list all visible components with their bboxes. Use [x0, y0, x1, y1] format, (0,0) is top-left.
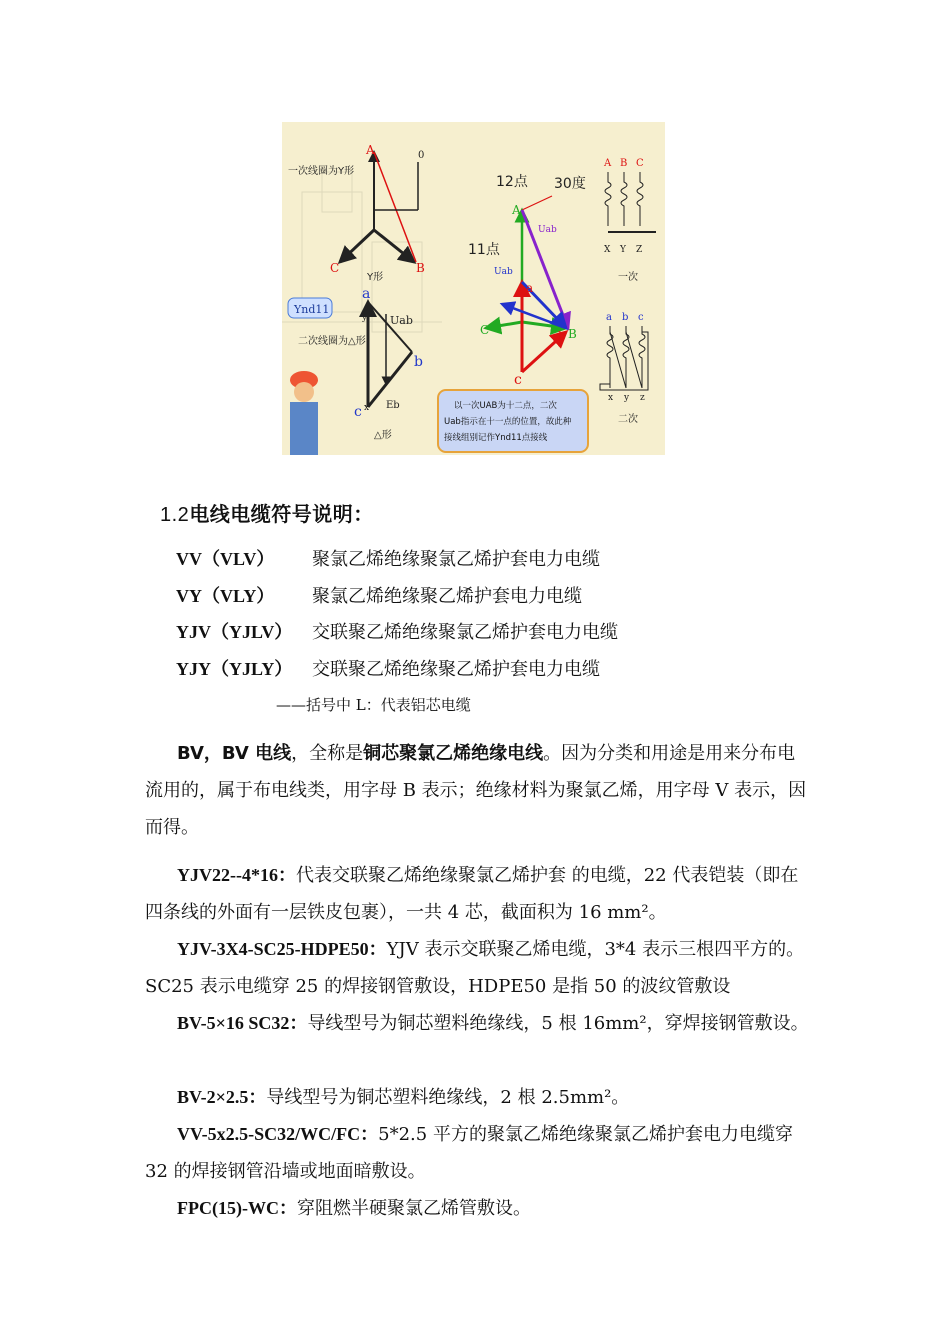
primary-windings	[605, 172, 656, 232]
winding-b: b	[622, 312, 629, 323]
paragraph-yjv22	[145, 857, 810, 931]
winding-a: a	[606, 312, 612, 323]
cable-item	[176, 582, 618, 619]
winding-A: A	[604, 158, 612, 169]
secondary-windings	[600, 326, 648, 390]
winding-Z: Z	[636, 245, 643, 255]
winding-c: c	[638, 312, 644, 323]
yjv3x4-rest: YJV 表示交联聚乙烯电缆，3*4 表示三根四平方的。SC25 表示电缆穿 25 的焊接钢管敷设，HDPE50 是指 50 的波纹管敷设	[145, 939, 805, 997]
primary-coil-label: 一次线圈为Y形	[288, 166, 355, 177]
ynd11-badge-text: Ynd11	[294, 303, 330, 316]
cable-desc: 聚氯乙烯绝缘聚氯乙烯护套电力电缆	[312, 549, 600, 570]
aluminum-note: ——括号中 L：代表铝芯电缆	[276, 696, 471, 714]
paragraph-bv2	[145, 1079, 810, 1116]
section-title: 电线电缆符号说明：	[189, 502, 374, 526]
worker-illustration	[290, 371, 318, 455]
label-A: A	[366, 143, 375, 157]
label-c-red: c	[514, 372, 522, 388]
cable-desc: 交联聚乙烯绝缘聚氯乙烯护套电力电缆	[312, 622, 618, 643]
thirty-deg-ray	[522, 196, 552, 210]
label-A-green: A	[512, 203, 521, 217]
eb-label: Eb	[386, 400, 400, 411]
uab-purple-label: Uab	[538, 225, 557, 235]
fpc-rest: 穿阻燃半硬聚氯乙烯管敷设。	[296, 1198, 531, 1219]
label-C-green: C	[480, 323, 490, 337]
label-a: a	[362, 286, 371, 302]
cable-item	[176, 618, 618, 655]
thirty-degree-label: 30度	[554, 176, 586, 192]
label-b: b	[414, 354, 423, 370]
bv2-rest: 导线型号为铜芯塑料绝缘线，2 根 2.5mm²。	[266, 1087, 630, 1108]
delta-bc-vector	[368, 352, 412, 407]
secondary-coil-label: 二次线圈为△形	[298, 336, 366, 347]
y-shape-label: Y形	[367, 272, 384, 283]
cable-code: YJV（YJLV）	[176, 622, 293, 642]
winding-X: X	[604, 245, 611, 255]
label-c: c	[354, 404, 362, 420]
bv-mid: ，全称是	[291, 743, 364, 764]
secondary-caption: 二次	[618, 414, 638, 425]
yjv22-lead: YJV22--4*16：	[177, 865, 296, 885]
x-label: x	[364, 403, 370, 413]
label-b-red: b	[558, 329, 566, 343]
bv5-lead: BV-5×16 SC32：	[177, 1013, 308, 1033]
vector-diagram-figure	[282, 122, 665, 455]
note-line-2: Uab指示在十一点的位置，故此种	[444, 417, 572, 427]
vv5-lead: VV-5x2.5-SC32/WC/FC：	[177, 1124, 379, 1144]
cable-desc: 聚氯乙烯绝缘聚乙烯护套电力电缆	[312, 585, 582, 607]
bv-lead: BV，BV 电线	[177, 743, 292, 764]
ynd11-diagram	[282, 122, 665, 455]
cable-item	[176, 545, 618, 582]
fpc-lead: FPC(15)-WC：	[177, 1198, 297, 1218]
section-heading	[160, 498, 374, 527]
label-zero-1: 0	[418, 150, 425, 161]
paragraph-yjv3x4	[145, 931, 810, 1005]
paragraph-fpc	[145, 1190, 810, 1227]
winding-C: C	[636, 158, 644, 169]
winding-x: x	[608, 393, 614, 403]
section-number: 1.2	[160, 504, 190, 526]
twelve-oclock-label: 12点	[496, 174, 528, 190]
uab-label: Uab	[390, 314, 413, 327]
eleven-oclock-label: 11点	[468, 242, 500, 258]
cable-code: VV（VLV）	[176, 549, 275, 569]
bv5-rest: 导线型号为铜芯塑料绝缘线，5 根 16mm²，穿焊接钢管敷设。	[307, 1013, 809, 1034]
cable-desc: 交联聚乙烯绝缘聚乙烯护套电力电缆	[312, 658, 600, 680]
paragraph-bv	[145, 735, 810, 846]
vv5-rest: 5*2.5 平方的聚氯乙烯绝缘聚氯乙烯护套电力电缆穿 32 的焊接钢管沿墙或地面暗敷设。	[145, 1124, 793, 1182]
uab-small-label: Uab	[494, 267, 513, 277]
bv-bold: 铜芯聚氯乙烯绝缘电线	[363, 743, 544, 764]
note-line-3: 接线组别记作Ynd11点接线	[444, 433, 548, 443]
winding-z: z	[640, 393, 645, 403]
bv2-lead: BV-2×2.5：	[177, 1087, 267, 1107]
winding-Y: Y	[620, 245, 626, 255]
cable-code: VY（VLY）	[176, 585, 275, 606]
cable-item	[176, 655, 618, 692]
winding-y: y	[624, 393, 630, 403]
label-B-green: B	[568, 327, 577, 341]
winding-B: B	[620, 158, 628, 169]
delta-ab-line	[368, 302, 412, 352]
phase-b-vector	[374, 230, 414, 262]
phase-C-green	[486, 322, 522, 328]
primary-caption: 一次	[618, 272, 638, 283]
bv-rest: 。因为分类和用途是用来分布电流用的，属于布电线类，用字母 B 表示；绝缘材料为聚氯乙烯，用字母 V 表示，因而得。	[145, 743, 807, 838]
note-line-1: 以一次UAB为十二点，二次	[454, 401, 557, 411]
delta-shape-label: △形	[374, 430, 392, 441]
label-C: C	[330, 261, 340, 275]
paragraph-vv5	[145, 1116, 810, 1190]
cable-code: YJY（YJLY）	[176, 658, 293, 679]
paragraph-bv5	[145, 1005, 810, 1042]
y-label: y	[362, 313, 368, 323]
yjv22-rest: 代表交联聚乙烯绝缘聚氯乙烯护套 的电缆，22 代表铠装（即在四条线的外面有一层铁皮包裹），一共 4 芯，截面积为 16 mm²。	[145, 865, 799, 923]
phase-c-vector	[340, 230, 374, 262]
label-a-red: a	[526, 281, 534, 295]
yjv3x4-lead: YJV-3X4-SC25-HDPE50：	[177, 939, 387, 959]
cable-code-list	[176, 545, 618, 691]
label-B: B	[416, 261, 425, 275]
